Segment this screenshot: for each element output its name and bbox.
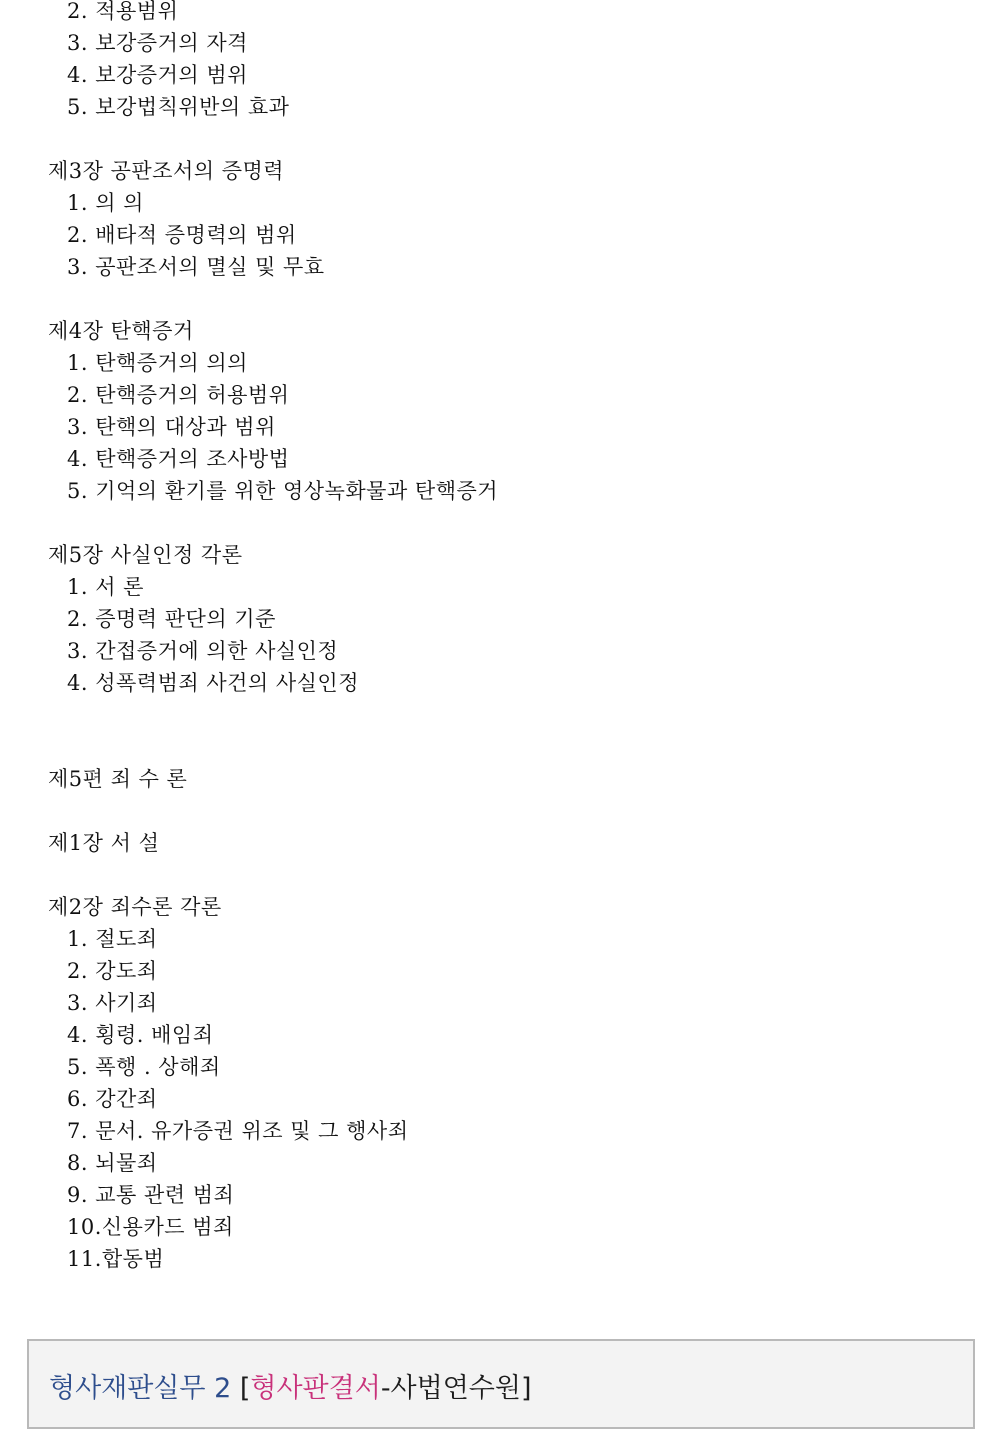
toc-item: 3. 사기죄: [67, 991, 158, 1015]
book-title-bracket-open: [: [231, 1373, 251, 1404]
chapter-heading: 제4장 탄핵증거: [48, 319, 194, 343]
toc-item: 4. 탄핵증거의 조사방법: [67, 447, 290, 471]
book-title-main: 형사재판실무 2: [49, 1373, 232, 1404]
toc-item: 3. 공판조서의 멸실 및 무효: [67, 255, 325, 279]
toc-item: 9. 교통 관련 범죄: [67, 1183, 235, 1207]
toc-item: 1. 서 론: [67, 575, 144, 599]
toc-item: 2. 적용범위: [67, 0, 179, 23]
toc-item: 4. 성폭력범죄 사건의 사실인정: [67, 671, 359, 695]
book-title-bracket-close: ]: [520, 1373, 532, 1404]
chapter-heading: 제3장 공판조서의 증명력: [48, 159, 285, 183]
book-publisher: -사법연수원: [380, 1373, 521, 1404]
toc-item: 5. 보강법칙위반의 효과: [67, 95, 290, 119]
toc-item: 8. 뇌물죄: [67, 1151, 158, 1175]
book-title: [49, 1371, 532, 1407]
chapter-heading: 제2장 죄수론 각론: [48, 895, 222, 919]
book-info-box: [27, 1339, 975, 1429]
chapter-heading: 제5장 사실인정 각론: [48, 543, 243, 567]
toc-item: 3. 탄핵의 대상과 범위: [67, 415, 276, 439]
toc-item: 3. 보강증거의 자격: [67, 31, 248, 55]
part-heading: 제5편 죄 수 론: [48, 767, 188, 791]
toc-item: 5. 기억의 환기를 위한 영상녹화물과 탄핵증거: [67, 479, 499, 503]
toc-item: 4. 횡령. 배임죄: [67, 1023, 214, 1047]
toc-item: 2. 증명력 판단의 기준: [67, 607, 276, 631]
toc-item: 11.합동범: [67, 1247, 165, 1271]
toc-item: 1. 절도죄: [67, 927, 158, 951]
toc-item: 7. 문서. 유가증권 위조 및 그 행사죄: [67, 1119, 409, 1143]
toc-item: 5. 폭행 . 상해죄: [67, 1055, 221, 1079]
toc-item: 6. 강간죄: [67, 1087, 158, 1111]
toc-item: 2. 배타적 증명력의 범위: [67, 223, 297, 247]
toc-item: 2. 강도죄: [67, 959, 158, 983]
toc-item: 10.신용카드 범죄: [67, 1215, 234, 1239]
toc-item: 1. 의 의: [67, 191, 144, 215]
book-title-sub: 형사판결서: [250, 1373, 381, 1404]
toc-item: 4. 보강증거의 범위: [67, 63, 248, 87]
chapter-heading: 제1장 서 설: [48, 831, 160, 855]
toc-item: 1. 탄핵증거의 의의: [67, 351, 248, 375]
toc-item: 2. 탄핵증거의 허용범위: [67, 383, 290, 407]
toc-item: 3. 간접증거에 의한 사실인정: [67, 639, 339, 663]
